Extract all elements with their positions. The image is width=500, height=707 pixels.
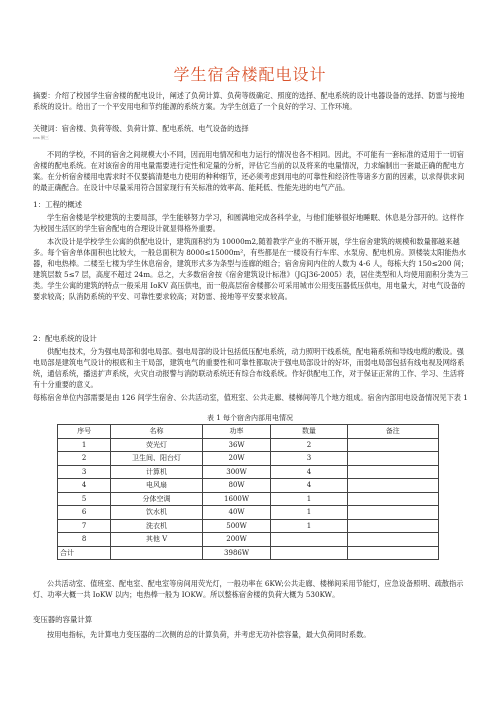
table-cell: 80W bbox=[202, 479, 271, 493]
table-cell: 6 bbox=[58, 506, 111, 520]
table-row bbox=[58, 519, 439, 533]
table-row bbox=[58, 438, 439, 452]
table-cell bbox=[271, 546, 347, 560]
table-cell: 2 bbox=[271, 438, 347, 452]
table-header-cell: 序号 bbox=[58, 425, 111, 439]
section-3-heading: 变压器的容量计算 bbox=[33, 615, 93, 624]
table-cell: 4 bbox=[271, 465, 347, 479]
section-2-heading: 2：配电系统的设计 bbox=[33, 334, 97, 343]
table-cell: 合计 bbox=[58, 546, 111, 560]
table-cell: 计算机 bbox=[111, 465, 202, 479]
table-cell: 3 bbox=[271, 452, 347, 466]
section-1-paragraph-1: 学生宿舍楼是学校建筑的主要局部，学生能够努力学习，和圆满地完成各科学业，与他们能够很好地睡眠、休息是分部开的。这样作为校园生活区的学生宿舍配电的合理设计就显得格外重要。 bbox=[33, 213, 464, 233]
table-cell: 其他 V bbox=[111, 533, 202, 547]
power-usage-table bbox=[57, 424, 439, 560]
table-cell: 1 bbox=[271, 492, 347, 506]
table-cell: 20W bbox=[202, 452, 271, 466]
table-body bbox=[58, 438, 439, 546]
table-cell: 卫生间、阳台灯 bbox=[111, 452, 202, 466]
table-cell bbox=[347, 546, 438, 560]
section-1-paragraph-2: 本次设计是学校学生公寓的供配电设计，建筑面积约为 10000m2,随着教学产业的不断开展，学生宿舍建筑的规模和数量都越来越多。每个宿舍单体面积也比较大，一般总面积为 8000≤15000m²，有些都是在一楼设有行车库、水泵房、配电机房。顶楼装太阳能热水器，和电热棒。二楼至七楼为学生休息宿舍，建筑形式多为条型与连廊的组合；宿舍房间内住的人数为 4-6 人，每栋大约 150≤200 间；建筑层数 5≤7 层，高度不超过 24m。总之，大多数宿舍按《宿舍建筑设计标准》（JGJ36-2005）表，居住类型和人均使用面积分类为三类。学生公寓的建筑的特点一般采用 IoKV 高压供电，而一般高层宿舍楼都公可采用城市公用变压器低压供电，用电量大，对电气设备的要求较高；队消防系统的平安、可靠性要求较高；对防雷、接地等平安要求较高。 bbox=[33, 237, 469, 301]
table-cell: 500W bbox=[202, 519, 271, 533]
table-cell: 1 bbox=[271, 519, 347, 533]
table-row bbox=[58, 492, 439, 506]
table-cell bbox=[347, 533, 438, 547]
table-cell: 2 bbox=[58, 452, 111, 466]
table-cell: 1 bbox=[271, 506, 347, 520]
table-cell: 36W bbox=[202, 438, 271, 452]
abstract: 摘要：介绍了校园学生宿舍楼的配电设计，阐述了负荷计算、负荷等级确定、照度的选择、配电系统的设计电器设备的选择、防雷与接地系统的设计。给出了一个平安用电和节约能源的系统方案。为学生创造了一个良好的学习、工作环境。 bbox=[33, 91, 465, 111]
table-row bbox=[58, 465, 439, 479]
section-3-paragraph: 按用电指标，先计算电力变压器的二次侧的总的计算负荷，并考虑无功补偿容量，最大负荷同时系数。 bbox=[47, 630, 371, 639]
table-cell: 300W bbox=[202, 465, 271, 479]
table-cell: 40W bbox=[202, 506, 271, 520]
table-header-cell: 备注 bbox=[347, 425, 438, 439]
table-row bbox=[58, 533, 439, 547]
table-cell: 7 bbox=[58, 519, 111, 533]
table-header-cell: 数量 bbox=[271, 425, 347, 439]
section-2-paragraph-1: 供配电技术，分为强电局部和弱电局部。强电局部的设计包括低压配电系统，动力照明干线系统，配电箱系统和导线电缆的敷设。强电局部是建筑电气设计的根底和主干局部，建筑电气的重要性和可靠性都取决于强电局部设计的好坏，而弱电局部包括有线电视及网络系统，通信系统，播送扩声系统，火灾自动报警与消防联动系统还有综合布线系统。作好供配电工作，对于保证正常的工作、学习、生活将有十分重要的意义。 bbox=[33, 347, 465, 389]
table-cell: 4 bbox=[271, 479, 347, 493]
table-row bbox=[58, 452, 439, 466]
table-header-cell: 名称 bbox=[111, 425, 202, 439]
table-cell: 3 bbox=[58, 465, 111, 479]
table-cell: 5 bbox=[58, 492, 111, 506]
table-cell: 1 bbox=[58, 438, 111, 452]
section-1-heading: 1：工程的概述 bbox=[33, 200, 83, 209]
table-cell bbox=[271, 533, 347, 547]
table-cell bbox=[111, 546, 202, 560]
table-cell bbox=[347, 452, 438, 466]
table-cell: 电风扇 bbox=[111, 479, 202, 493]
table-cell: 3986W bbox=[202, 546, 271, 560]
section-tag: ces 倒三 bbox=[33, 135, 49, 140]
after-table-paragraph: 公共活动室、值班室、配电室、配电室等房间用荧光灯，一般功率在 6KW;公共走廊、楼梯间采用节能灯，应急设备照明、疏散指示灯、功率大概一共 IoKW 以内；电热棒一般为 IOKW。所以整栋宿舍楼的负荷大概为 530KW。 bbox=[33, 579, 464, 599]
table-cell bbox=[347, 492, 438, 506]
table-cell: 荧光灯 bbox=[111, 438, 202, 452]
table-cell: 4 bbox=[58, 479, 111, 493]
table-caption: 表 1 每个宿舍内部用电情况 bbox=[207, 414, 293, 422]
table-cell bbox=[347, 479, 438, 493]
table-row bbox=[58, 506, 439, 520]
table-total-row bbox=[58, 546, 439, 560]
table-cell: 饮水机 bbox=[111, 506, 202, 520]
table-cell: 200W bbox=[202, 533, 271, 547]
document-title: 学生宿舍楼配电设计 bbox=[173, 65, 327, 84]
intro-paragraph: 不同的学校，不同的宿舍之间规模大小不同，因而用电情况和电力运行的情况也各不相同。因此，不可能有一套标准的适用于一切宿舍楼的配电系统。在对该宿舍的用电量需要进行定性和定量的分析，评估它当前的以及将来的电量情况，力求编制出一套最正确的配电方案。在分析宿舍楼用电需求时不仅要搞清楚电力使用的种种细节，还必须考虑到用电的可靠性和经济性等诸多方面的因素，以求得供求间的最正确配合。在设计中尽量采用符合国家现行有关标准的效率高、能耗低、性能先进的电气产品。 bbox=[33, 150, 465, 192]
table-header-row bbox=[58, 425, 439, 439]
table-cell bbox=[347, 519, 438, 533]
keywords: 关键词：宿舍楼、负荷等级、负荷计算、配电系统、电气设备的选择 bbox=[33, 124, 249, 133]
table-cell bbox=[347, 438, 438, 452]
table-cell: 分体空调 bbox=[111, 492, 202, 506]
table-cell: 8 bbox=[58, 533, 111, 547]
table-cell bbox=[347, 506, 438, 520]
table-row bbox=[58, 479, 439, 493]
table-cell: 洗衣机 bbox=[111, 519, 202, 533]
table-cell bbox=[347, 465, 438, 479]
table-cell: 1600W bbox=[202, 492, 271, 506]
section-2-paragraph-2: 每栋宿舍单位内部需要是由 126 间学生宿舍、公共活动室，值班室、公共走廊、楼梯间等几个地方组成。宿舍内部用电设备情况见下表 1 bbox=[33, 393, 468, 402]
table-header-cell: 功率 bbox=[202, 425, 271, 439]
